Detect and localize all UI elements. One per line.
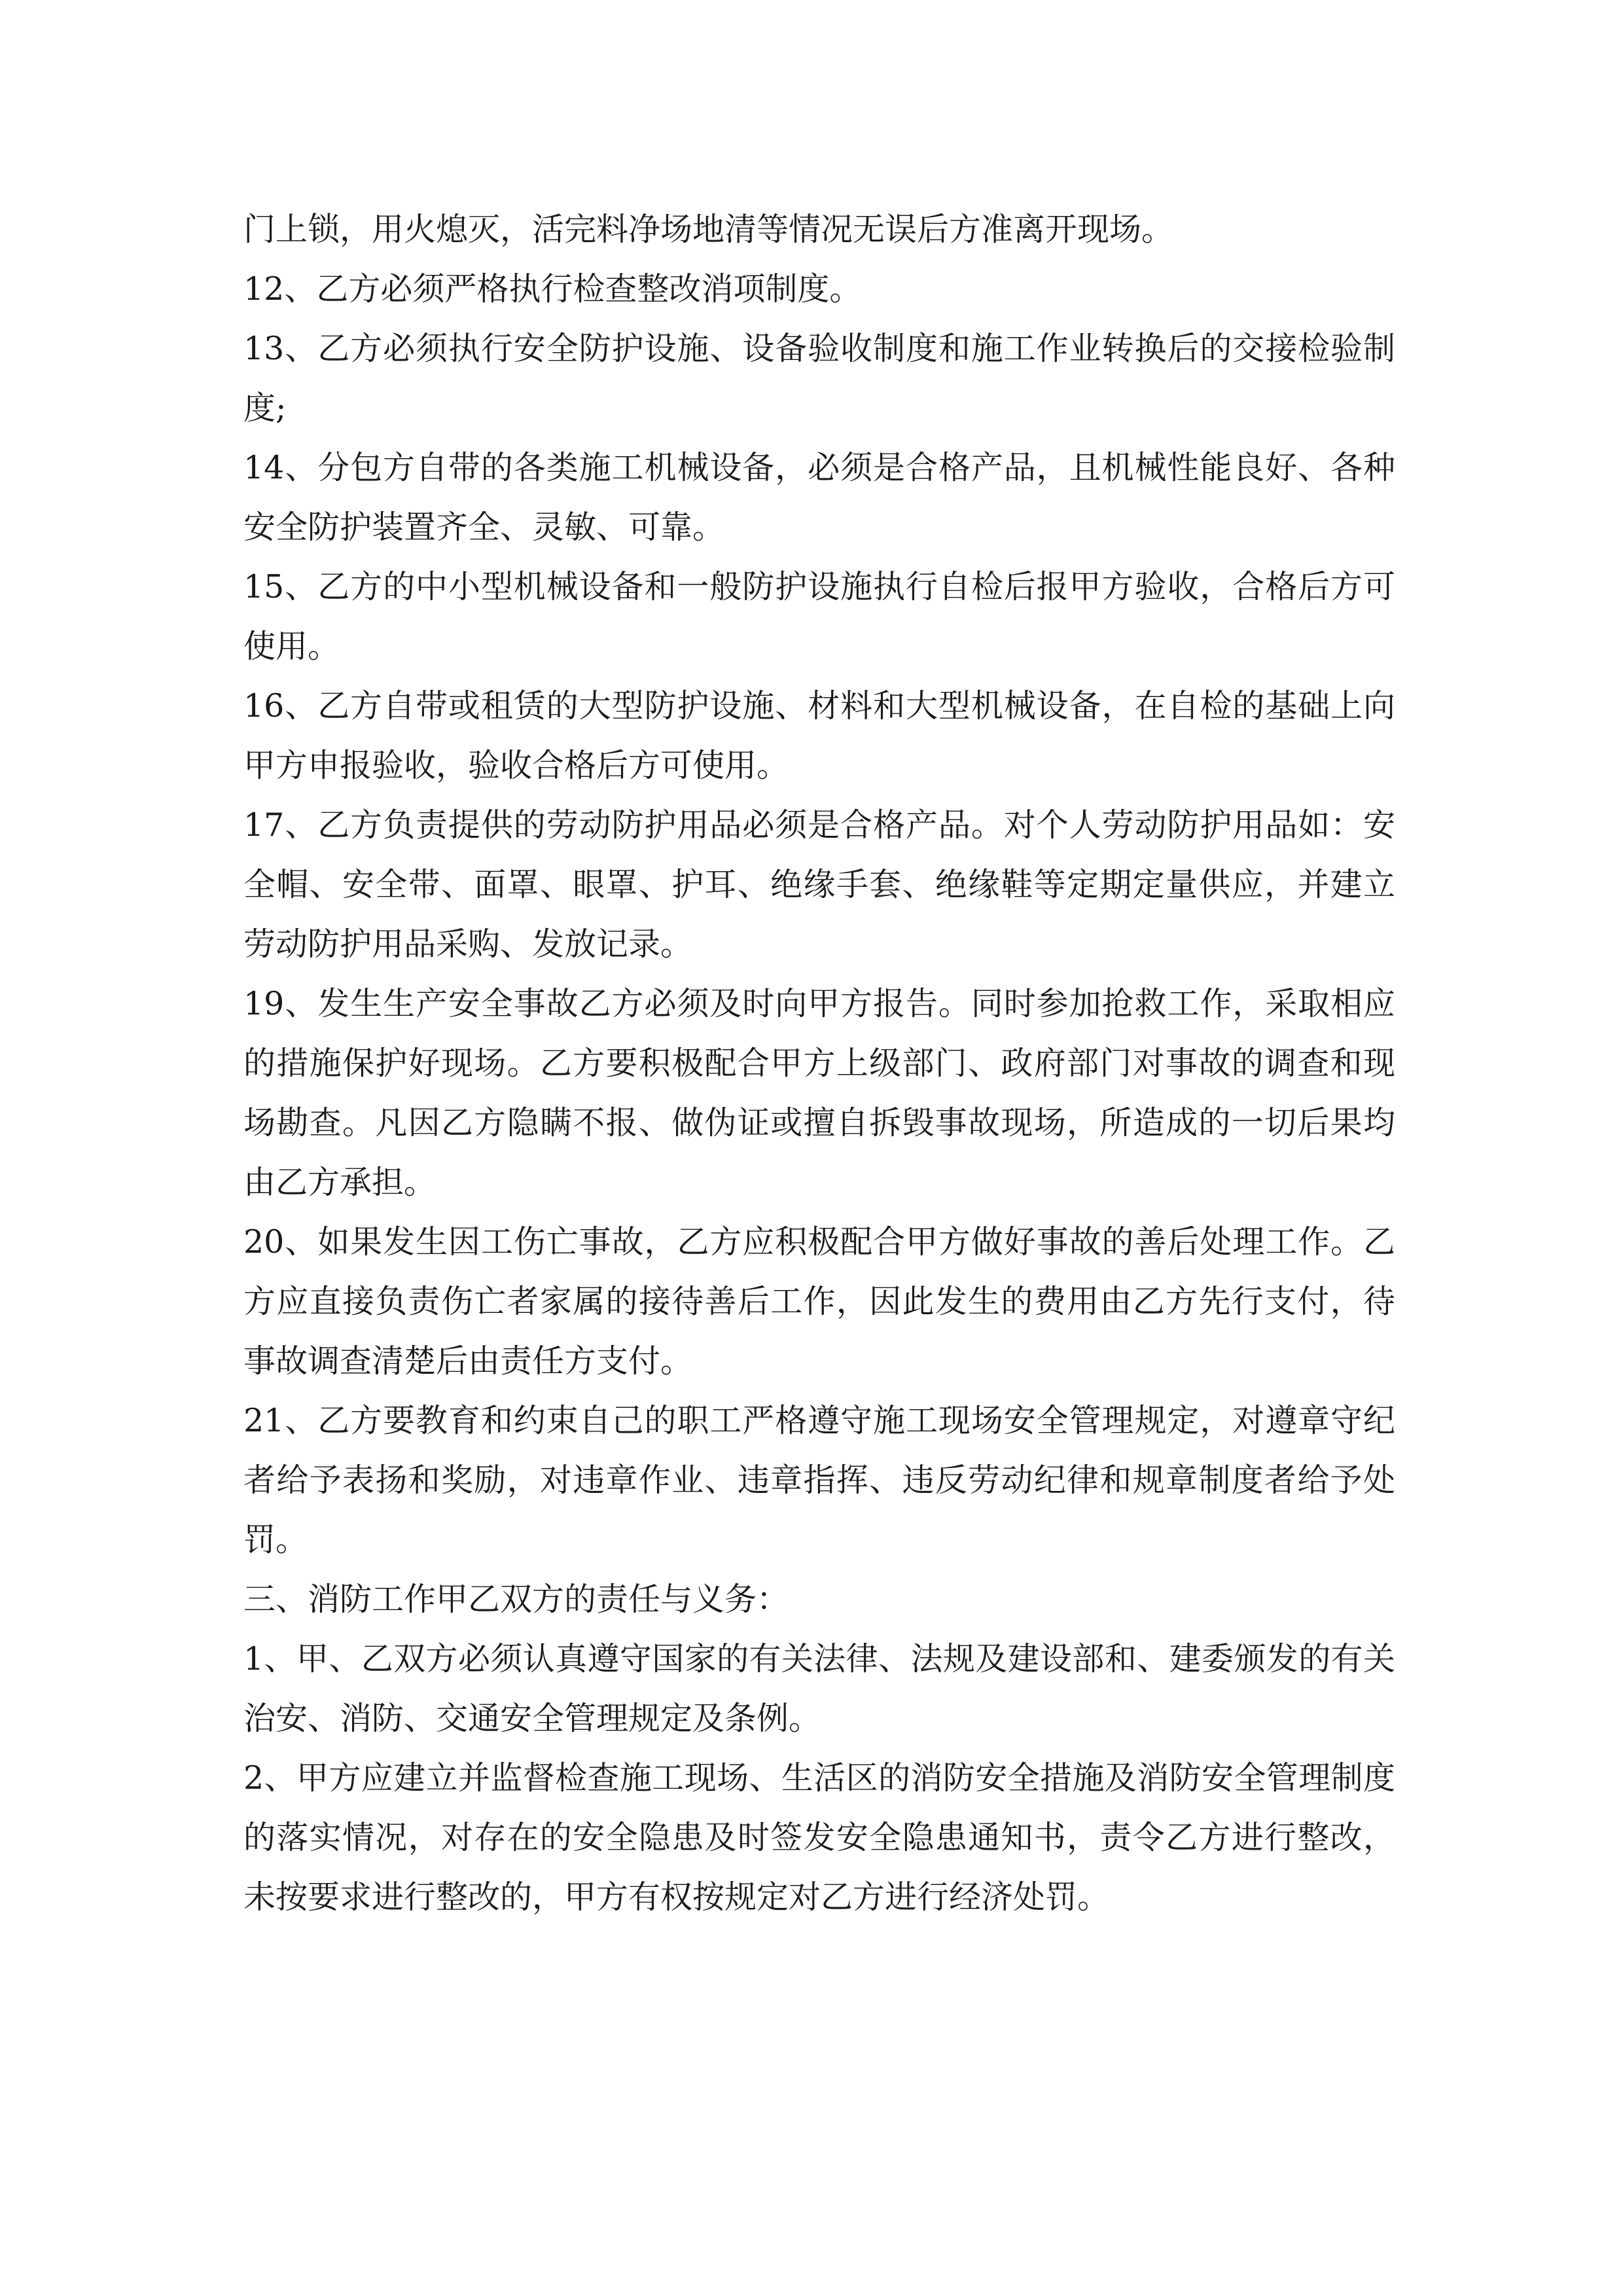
paragraph-item-20: 20、如果发生因工伤亡事故，乙方应积极配合甲方做好事故的善后处理工作。乙方应直接负责伤亡者家属的接待善后工作，因此发生的费用由乙方先行支付，待事故调查清楚后由责任方支付。 bbox=[243, 1223, 1395, 1380]
paragraph-item-13: 13、乙方必须执行安全防护设施、设备验收制度和施工作业转换后的交接检验制度; bbox=[243, 330, 1395, 427]
paragraph-item-17: 17、乙方负责提供的劳动防护用品必须是合格产品。对个人劳动防护用品如：安全帽、安全带、面罩、眼罩、护耳、绝缘手套、绝缘鞋等定期定量供应，并建立劳动防护用品采购、发放记录。 bbox=[243, 806, 1395, 963]
paragraph-item-15: 15、乙方的中小型机械设备和一般防护设施执行自检后报甲方验收，合格后方可使用。 bbox=[243, 568, 1395, 665]
paragraph-continuation: 门上锁，用火熄灭，活完料净场地清等情况无误后方准离开现场。 bbox=[243, 211, 1174, 248]
paragraph-item-21: 21、乙方要教育和约束自己的职工严格遵守施工现场安全管理规定，对遵章守纪者给予表扬和奖励，对违章作业、违章指挥、违反劳动纪律和规章制度者给予处罚。 bbox=[243, 1402, 1395, 1558]
section-heading-fire-safety: 三、消防工作甲乙双方的责任与义务： bbox=[243, 1581, 789, 1618]
paragraph-item-19: 19、发生生产安全事故乙方必须及时向甲方报告。同时参加抢救工作，采取相应的措施保护好现场。乙方要积极配合甲方上级部门、政府部门对事故的调查和现场勘查。凡因乙方隐瞒不报、做伪证或擅自拆毁事故现场，所造成的一切后果均由乙方承担。 bbox=[243, 985, 1395, 1201]
paragraph-item-12: 12、乙方必须严格执行检查整改消项制度。 bbox=[243, 270, 862, 308]
paragraph-fire-item-1: 1、甲、乙双方必须认真遵守国家的有关法律、法规及建设部和、建委颁发的有关治安、消防、交通安全管理规定及条例。 bbox=[243, 1640, 1395, 1737]
paragraph-item-16: 16、乙方自带或租赁的大型防护设施、材料和大型机械设备，在自检的基础上向甲方申报验收，验收合格后方可使用。 bbox=[243, 687, 1395, 784]
paragraph-item-14: 14、分包方自带的各类施工机械设备，必须是合格产品，且机械性能良好、各种安全防护装置齐全、灵敏、可靠。 bbox=[243, 449, 1395, 546]
paragraph-fire-item-2: 2、甲方应建立并监督检查施工现场、生活区的消防安全措施及消防安全管理制度的落实情况，对存在的安全隐患及时签发安全隐患通知书，责令乙方进行整改，未按要求进行整改的，甲方有权按规定对乙方进行经济处罚。 bbox=[243, 1759, 1395, 1916]
document-body bbox=[243, 200, 1395, 1927]
